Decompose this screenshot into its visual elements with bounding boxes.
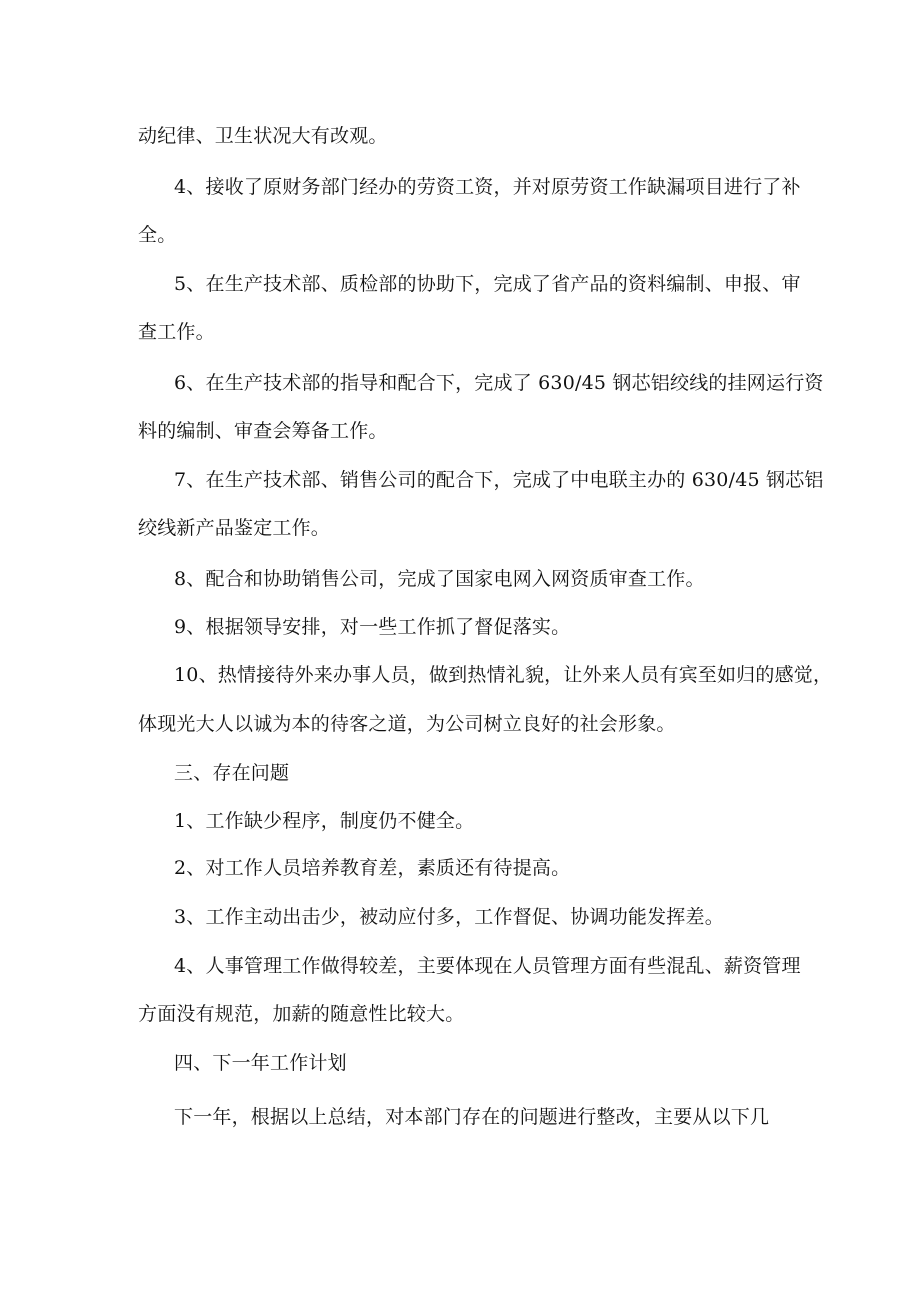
paragraph-line: 全。 xyxy=(138,224,177,246)
paragraph-line: 1、工作缺少程序，制度仍不健全。 xyxy=(174,810,475,832)
paragraph-line: 方面没有规范，加薪的随意性比较大。 xyxy=(138,1003,465,1025)
paragraph-line: 体现光大人以诚为本的待客之道，为公司树立良好的社会形象。 xyxy=(138,713,676,735)
paragraph-line: 4、接收了原财务部门经办的劳资工资，并对原劳资工作缺漏项目进行了补 xyxy=(174,176,801,198)
paragraph-line: 4、人事管理工作做得较差，主要体现在人员管理方面有些混乱、薪资管理 xyxy=(174,955,801,977)
paragraph-line: 6、在生产技术部的指导和配合下，完成了 630/45 钢芯铝绞线的挂网运行资 xyxy=(174,372,824,394)
paragraph-line: 8、配合和协助销售公司，完成了国家电网入网资质审查工作。 xyxy=(174,568,705,590)
paragraph-line: 3、工作主动出击少，被动应付多，工作督促、协调功能发挥差。 xyxy=(174,906,724,928)
paragraph-line: 9、根据领导安排，对一些工作抓了督促落实。 xyxy=(174,616,571,638)
paragraph-line: 绞线新产品鉴定工作。 xyxy=(138,517,331,539)
paragraph-line: 查工作。 xyxy=(138,321,215,343)
paragraph-line: 下一年，根据以上总结，对本部门存在的问题进行整改，主要从以下几 xyxy=(174,1106,770,1128)
paragraph-line: 料的编制、审查会筹备工作。 xyxy=(138,420,388,442)
section-heading: 三、存在问题 xyxy=(174,762,290,784)
paragraph-line: 10、热情接待外来办事人员，做到热情礼貌，让外来人员有宾至如归的感觉， xyxy=(174,664,833,686)
paragraph-line: 7、在生产技术部、销售公司的配合下，完成了中电联主办的 630/45 钢芯铝 xyxy=(174,469,824,491)
section-heading: 四、下一年工作计划 xyxy=(174,1052,347,1074)
paragraph-line: 动纪律、卫生状况大有改观。 xyxy=(138,125,388,147)
paragraph-line: 5、在生产技术部、质检部的协助下，完成了省产品的资料编制、申报、审 xyxy=(174,273,801,295)
paragraph-line: 2、对工作人员培养教育差，素质还有待提高。 xyxy=(174,857,571,879)
